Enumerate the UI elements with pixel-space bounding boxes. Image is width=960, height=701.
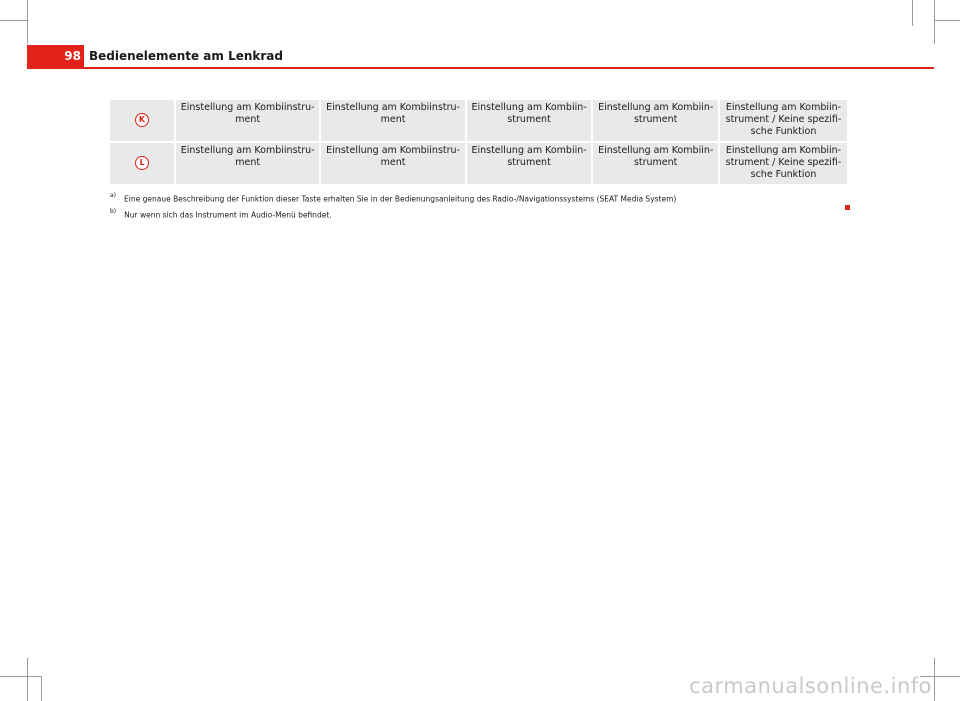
crop-mark [934, 20, 960, 21]
footnote-b [110, 209, 332, 220]
table-row [110, 143, 847, 186]
key-cell [110, 143, 176, 186]
footnote-text: Eine genaue Beschreibung der Funktion dieser Taste erhalten Sie in der Bedienungsanleitung des Radio-/Navigationssystems (SEAT Media System) [124, 194, 677, 204]
header-rule [27, 67, 934, 69]
key-cell [110, 100, 176, 143]
table-cell [720, 100, 847, 143]
table-cell [467, 100, 594, 143]
section-end-mark [845, 205, 850, 210]
crop-mark [0, 676, 41, 677]
cell-text: Einstellung am Kombiin- strument [598, 145, 714, 168]
table-cell [593, 100, 720, 143]
cell-text: Einstellung am Kombiinstru- ment [326, 145, 460, 168]
cell-text: Einstellung am Kombiinstru- ment [180, 102, 315, 125]
key-k-badge: K [135, 113, 149, 127]
crop-mark [0, 20, 27, 21]
table-cell [593, 143, 720, 186]
page-number: 98 [64, 49, 81, 63]
table-cell [176, 143, 321, 186]
footnote-text: Nur wenn sich das Instrument im Audio-Menü befindet. [124, 210, 332, 220]
crop-mark [934, 658, 935, 701]
cell-text: Einstellung am Kombiin- strument / Keine spezifi- sche Funktion [725, 145, 842, 180]
table-row [110, 100, 847, 143]
table-cell [321, 100, 466, 143]
cell-text: Einstellung am Kombiin- strument / Keine spezifi- sche Funktion [725, 102, 842, 137]
footnote-a [110, 193, 676, 204]
table-cell [720, 143, 847, 186]
cell-text: Einstellung am Kombiinstru- ment [326, 102, 460, 125]
crop-mark [934, 0, 935, 44]
cell-text: Einstellung am Kombiin- strument [598, 102, 714, 125]
watermark: carmanualsonline.info [689, 674, 932, 698]
cell-text: Einstellung am Kombiin- strument [471, 145, 587, 168]
crop-mark [27, 658, 28, 701]
footnote-marker: b) [110, 208, 117, 215]
table-cell [321, 143, 466, 186]
page-number-badge [27, 45, 84, 67]
cell-text: Einstellung am Kombiin- strument [471, 102, 587, 125]
crop-mark [41, 676, 42, 701]
key-l-badge: L [135, 156, 149, 170]
footnote-marker: a) [110, 192, 117, 199]
controls-table [110, 100, 847, 186]
crop-mark [27, 0, 28, 44]
page-title: Bedienelemente am Lenkrad [89, 49, 283, 63]
cell-text: Einstellung am Kombiinstru- ment [180, 145, 315, 168]
table-cell [467, 143, 594, 186]
crop-mark [912, 0, 913, 26]
table-cell [176, 100, 321, 143]
